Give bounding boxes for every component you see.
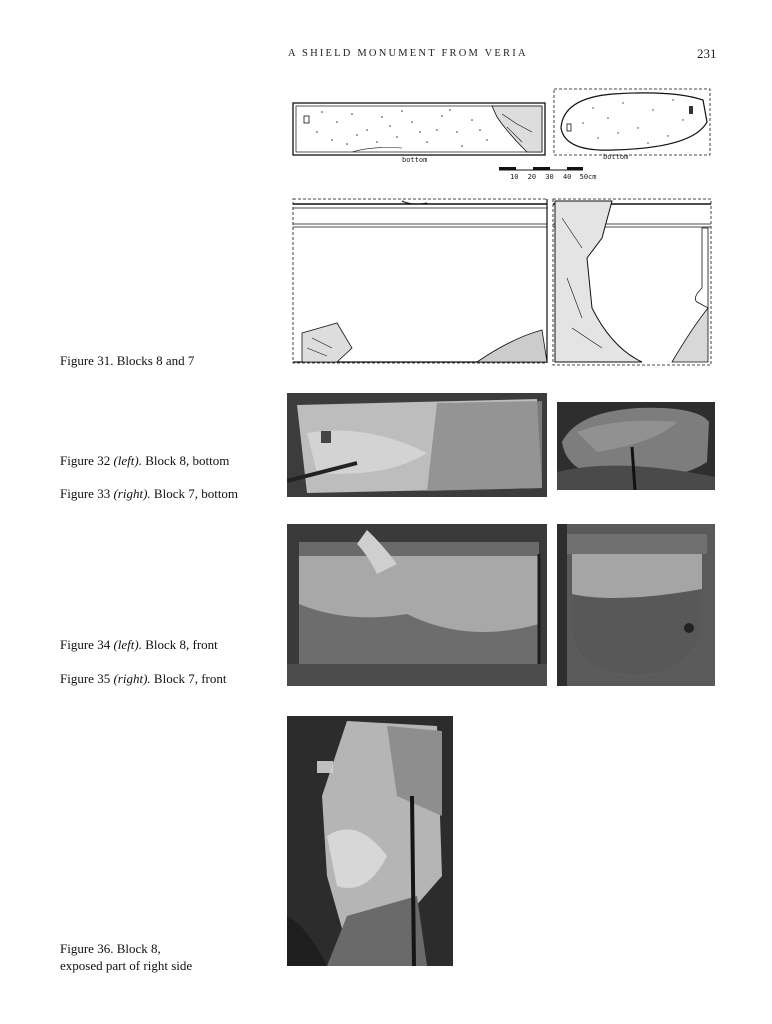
caption-text-line2: exposed part of right side (60, 958, 193, 973)
photo-block8-front (287, 524, 547, 686)
caption-text: Blocks 8 and 7 (116, 353, 195, 368)
caption-figure-32 (60, 452, 229, 469)
photo-block8-right-side (287, 716, 453, 966)
caption-label: Figure 31. (60, 353, 114, 368)
caption-figure-35 (60, 670, 226, 687)
caption-label: Figure 34 (60, 637, 111, 652)
caption-label: Figure 35 (60, 671, 111, 686)
scale-label-10: 10 (510, 173, 519, 181)
caption-qualifier: (left). (113, 453, 142, 468)
caption-text: Block 8, front (145, 637, 218, 652)
caption-label: Figure 32 (60, 453, 111, 468)
drawing-block7-front (552, 198, 712, 366)
scale-bar (499, 166, 599, 184)
photo-block7-front (557, 524, 715, 686)
drawing-block8-bottom (292, 102, 546, 156)
caption-label: Figure 33 (60, 486, 111, 501)
caption-figure-34 (60, 636, 218, 653)
scale-label-50cm: 50cm (579, 173, 597, 181)
caption-figure-36 (60, 940, 192, 974)
caption-qualifier: (right). (113, 486, 151, 501)
caption-text: Block 8, bottom (145, 453, 230, 468)
drawing-block7-bottom (553, 88, 711, 156)
scale-label-40: 40 (562, 173, 572, 181)
scale-label-20: 20 (527, 173, 537, 181)
caption-text: Block 8, (116, 941, 161, 956)
caption-qualifier: (right). (113, 671, 151, 686)
caption-text: Block 7, front (153, 671, 227, 686)
drawing-label-bottom-left: bottom (402, 156, 428, 164)
photo-block8-bottom (287, 393, 547, 497)
caption-figure-33 (60, 485, 238, 502)
photo-block7-bottom (557, 402, 715, 490)
running-title: A SHIELD MONUMENT FROM VERIA (288, 48, 528, 59)
drawing-label-bottom-right: bottom (603, 153, 629, 161)
caption-figure-31 (60, 352, 194, 369)
caption-text: Block 7, bottom (153, 486, 239, 501)
caption-label: Figure 36. (60, 941, 114, 956)
drawing-block8-front (292, 198, 548, 364)
page-number: 231 (697, 46, 717, 61)
scale-label-30: 30 (545, 173, 554, 181)
caption-qualifier: (left). (113, 637, 142, 652)
